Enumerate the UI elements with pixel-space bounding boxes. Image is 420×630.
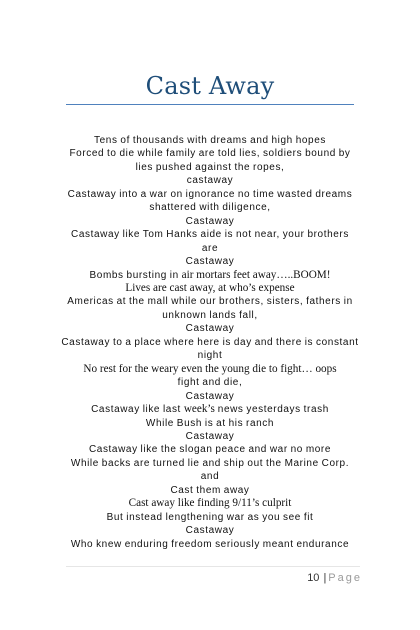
poem-line-segment: Castaway like last [91,404,184,416]
poem-line-segment: news yesterdays trash [214,404,329,416]
poem-line: Castaway into a war on ignorance no time wasted dreams [67,188,353,200]
poem-line-segment: air mortars feet away…..BOOM! [181,268,331,281]
poem-line: Castaway like the slogan peace and war no more [88,444,332,456]
poem-line: Castaway [185,390,235,402]
page-number: 10 [307,572,320,584]
poem-line-segment: Bombs bursting in [89,269,182,281]
footer-separator: | [323,572,327,584]
poem-line: While Bush is at his ranch [145,417,275,429]
title-underline [66,104,354,105]
poem-line: and [200,471,220,483]
poem-line: Cast away like finding 9/11’s culprit [128,497,292,510]
poem-line: castaway [186,175,234,187]
poem-line: Castaway like Tom Hanks aide is not near, your brothers [71,229,349,241]
poem-line: night [197,350,223,362]
poem-line: Forced to die while family are told lies, soldiers bound by [69,148,351,160]
poem-line: Castaway [185,256,235,268]
poem-line: fight and die, [177,377,243,389]
poem-line: are [201,242,219,254]
poem-line: While backs are turned lie and ship out the Marine Corp. [70,457,350,469]
poem-line: Cast them away [170,484,250,496]
footer-divider [66,566,360,567]
poem-title: Cast Away [145,72,275,100]
poem-line: But instead lengthening war as you see fit [106,511,314,523]
page-footer [307,572,362,584]
poem-line: Tens of thousands with dreams and high hopes [94,135,326,146]
poem-line [56,269,364,282]
page-label: Page [328,572,362,584]
poem-line: Castaway to a place where here is day and there is constant [61,336,359,348]
poem-line: Lives are cast away, at who’s expense [125,281,295,294]
poem-line [56,403,364,416]
poem-line: No rest for the weary even the young die to fight… oops [83,362,337,375]
poem-line: Americas at the mall while our brothers, sisters, fathers in [67,296,353,308]
poem-line: Who knew enduring freedom seriously meant endurance [70,538,350,550]
poem-body [56,134,364,551]
poem-line: Castaway [185,525,235,537]
poem-line: Castaway [185,323,235,335]
poem-line: shattered with diligence, [149,202,271,214]
poem-line: unknown lands fall, [162,309,258,321]
poem-line: Castaway [185,215,235,227]
poem-line: lies pushed against the ropes, [135,161,285,173]
poem-line: Castaway [185,430,235,442]
poem-line-segment: week’s [183,403,215,416]
